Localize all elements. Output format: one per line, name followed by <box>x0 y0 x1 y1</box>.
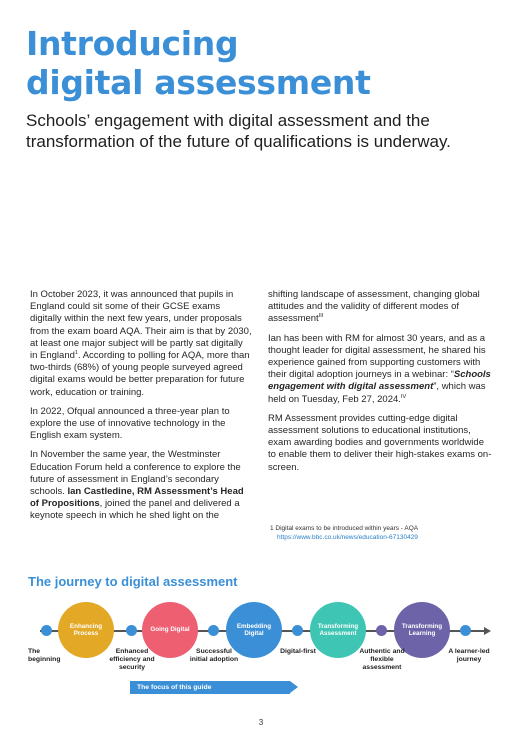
milestone-label: Enhanced efficiency and security <box>109 648 155 671</box>
footnote <box>270 525 500 542</box>
milestone-dot <box>41 625 52 636</box>
paragraph-westminster: In November the same year, the Westminster Education Forum held a conference to explore the future of assessment in England’s secondary schools. Ian Castledine, RM Assessment’s Head of Propositions, joined the panel and delivered a keynote speech in which he shed light on the <box>30 449 244 522</box>
stage-enhancing-process: Enhancing Process <box>58 602 114 658</box>
milestone-dot <box>292 625 303 636</box>
milestone-dot <box>460 625 471 636</box>
stage-embedding-digital: Embedding Digital <box>226 602 282 658</box>
paragraph-webinar: Ian has been with RM for almost 30 years, and as a thought leader for digital assessment, he shared his experience gained from supporting customers with their digital adoption journeys in a webinar: “Schools engagement with digital assessment”, which was held on Tuesday, Feb 27, 2024.$^{IV}$ <box>268 332 491 405</box>
stage-transforming-assessment: Transforming Assessment <box>310 602 366 658</box>
milestone-label: Digital-first <box>280 648 316 655</box>
milestone-dot <box>376 625 387 636</box>
right-column <box>268 289 494 481</box>
timeline-arrow-icon <box>484 627 491 635</box>
left-column <box>30 289 252 530</box>
footnote-text: 1 Digital exams to be introduced within years - AQA <box>270 525 419 532</box>
footnote-link[interactable]: https://www.bbc.co.uk/news/education-67130429 <box>277 533 418 541</box>
footnote-ref[interactable]: 1 <box>74 349 78 356</box>
journey-title: The journey to digital assessment <box>28 574 238 589</box>
milestone-dot <box>208 625 219 636</box>
webinar-title: Schools engagement with digital assessment <box>268 369 491 393</box>
paragraph-rm-assessment: RM Assessment provides cutting-edge digital assessment solutions to educational institutions, exam awarding bodies and governments worldwide to enable them to deliver their high-stakes exams on-screen. <box>268 412 492 473</box>
stage-transforming-learning: Transforming Learning <box>394 602 450 658</box>
paragraph-landscape: shifting landscape of assessment, changing global attitudes and the validity of different modes of assessment$^{III}$ <box>268 289 480 325</box>
footnote-ref[interactable]: III <box>318 313 324 320</box>
milestone-dot <box>126 625 137 636</box>
page-subtitle: Schools’ engagement with digital assessment and the transformation of the future of qualifications is underway. <box>26 111 451 151</box>
focus-of-guide-bar: The focus of this guide <box>130 681 290 694</box>
milestone-label: Authentic and flexible assessment <box>359 648 405 671</box>
focus-arrow-icon <box>290 681 298 693</box>
footnote-ref[interactable]: IV <box>400 393 407 400</box>
milestone-label: Successful initial adoption <box>189 648 239 663</box>
page-number: 3 <box>258 718 264 727</box>
page-title <box>26 24 496 102</box>
milestone-label: The beginning <box>28 648 61 663</box>
title-line-1: Introducing <box>26 24 239 63</box>
paragraph-aqa: In October 2023, it was announced that pupils in England could sit some of their GCSE exams digitally within the next few years, under proposals from the exam board AQA. Their aim is that by 2030, at least one major subject will be partly sat digitally in England$^1$. According to polling for AQA, more than two-thirds (68%) of young people surveyed agreed digital exams would be better preparation for future work, education or training. <box>30 289 252 398</box>
milestone-label: A learner-led journey <box>448 648 490 663</box>
paragraph-ofqual: In 2022, Ofqual announced a three-year plan to explore the use of innovative technology in the English exam system. <box>30 405 230 442</box>
speaker-name: Ian Castledine, RM Assessment’s Head of Propositions <box>30 486 244 510</box>
title-line-2: digital assessment <box>26 63 371 102</box>
stage-going-digital: Going Digital <box>142 602 198 658</box>
